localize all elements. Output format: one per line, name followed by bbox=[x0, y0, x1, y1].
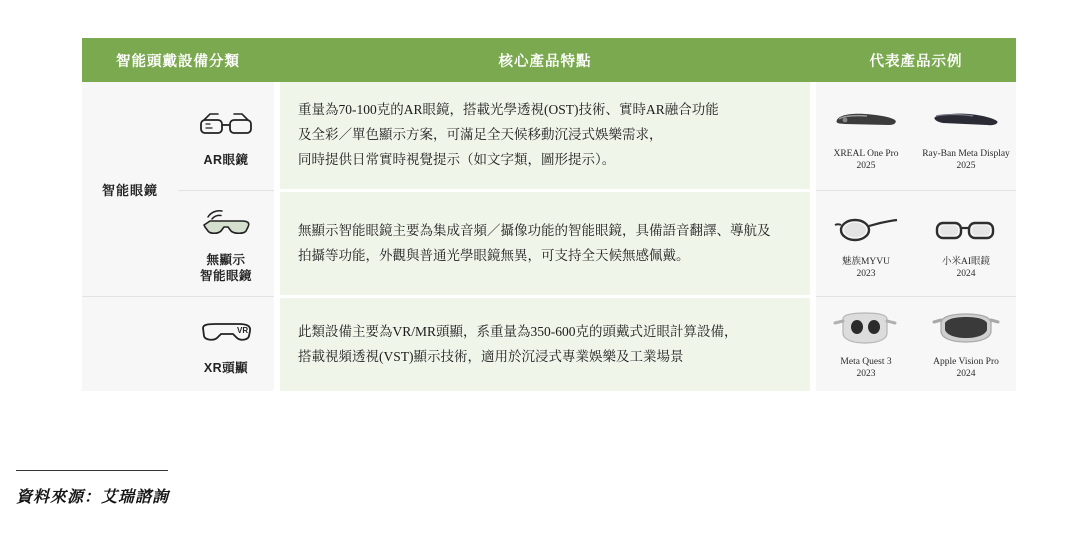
feature-line: 及全彩／單色顯示方案，可滿足全天候移動沉浸式娛樂需求， bbox=[298, 126, 663, 142]
type-label: XR頭顯 bbox=[203, 361, 249, 376]
table-row bbox=[82, 82, 1016, 190]
example-name: 小米AI眼鏡 bbox=[941, 256, 991, 267]
example-year: 2023 bbox=[856, 369, 876, 380]
examples-cell-ar-glasses bbox=[816, 82, 1016, 190]
example-year: 2024 bbox=[956, 268, 976, 279]
example-year: 2025 bbox=[856, 160, 876, 171]
example-year: 2024 bbox=[956, 369, 976, 380]
example-item bbox=[920, 305, 1012, 381]
header-category: 智能頭戴設備分類 bbox=[82, 38, 274, 82]
source-divider bbox=[16, 470, 168, 471]
example-list bbox=[820, 97, 1012, 173]
features-cell-no-display-glasses bbox=[280, 190, 810, 296]
examples-cell-xr-headset bbox=[816, 297, 1016, 391]
features-cell-ar-glasses bbox=[280, 82, 810, 190]
vr-headset-icon bbox=[182, 309, 270, 357]
comparison-table bbox=[82, 38, 1016, 391]
example-name: XREAL One Pro bbox=[833, 149, 899, 160]
type-cell-ar-glasses bbox=[178, 82, 274, 190]
example-year: 2023 bbox=[856, 268, 876, 279]
example-item bbox=[920, 205, 1012, 281]
vr-headset-product-icon bbox=[820, 305, 912, 353]
table-row bbox=[82, 190, 1016, 296]
comparison-table-wrapper bbox=[82, 38, 1010, 391]
table-header-row bbox=[82, 38, 1016, 82]
table-body bbox=[82, 82, 1016, 391]
type-cell-xr-headset bbox=[178, 297, 274, 391]
features-cell-xr-headset bbox=[280, 297, 810, 391]
example-list bbox=[820, 205, 1012, 281]
square-glasses-product-icon bbox=[920, 205, 1012, 253]
header-examples: 代表產品示例 bbox=[816, 38, 1016, 82]
table-header bbox=[82, 38, 1016, 82]
example-year: 2025 bbox=[956, 160, 976, 171]
example-name: Ray-Ban Meta Display bbox=[922, 149, 1010, 160]
ar-glasses-icon bbox=[182, 101, 270, 149]
feature-line: 拍攝等功能，外觀與普通光學眼鏡無異，可支持全天候無感佩戴。 bbox=[298, 247, 690, 263]
example-list bbox=[820, 305, 1012, 381]
example-item bbox=[820, 305, 912, 381]
round-glasses-product-icon bbox=[820, 205, 912, 253]
group-label-empty bbox=[82, 297, 178, 391]
table-row bbox=[82, 297, 1016, 391]
example-item bbox=[920, 97, 1012, 173]
svg-text:VR: VR bbox=[237, 326, 249, 336]
example-item bbox=[820, 97, 912, 173]
sunglasses-product-icon bbox=[920, 97, 1012, 145]
feature-line: 重量為70-100克的AR眼鏡，搭載光學透視(OST)技術、實時AR融合功能 bbox=[298, 102, 719, 117]
type-label: AR眼鏡 bbox=[203, 153, 249, 168]
examples-cell-no-display-glasses bbox=[816, 190, 1016, 296]
feature-line: 搭載視頻透視(VST)顯示技術，適用於沉浸式專業娛樂及工業場景 bbox=[298, 348, 684, 364]
example-item bbox=[820, 205, 912, 281]
group-label-smart-glasses: 智能眼鏡 bbox=[82, 82, 178, 297]
no-display-glasses-icon bbox=[182, 201, 270, 249]
example-name: Apple Vision Pro bbox=[933, 357, 999, 368]
vr-headset-product-icon bbox=[920, 305, 1012, 353]
source-note: 資料來源：艾瑞諮詢 bbox=[16, 489, 170, 506]
feature-line: 無顯示智能眼鏡主要為集成音頻／攝像功能的智能眼鏡，具備語音翻譯、導航及 bbox=[298, 222, 771, 238]
header-features: 核心產品特點 bbox=[280, 38, 810, 82]
type-label: 無顯示 智能眼鏡 bbox=[199, 252, 252, 283]
type-cell-no-display-glasses bbox=[178, 190, 274, 296]
ar-glasses-product-icon bbox=[820, 97, 912, 145]
example-name: Meta Quest 3 bbox=[840, 357, 892, 368]
example-name: 魅族MYVU bbox=[841, 256, 891, 267]
feature-line: 同時提供日常實時視覺提示（如文字類，圖形提示）。 bbox=[298, 151, 616, 167]
feature-line: 此類設備主要為VR/MR頭顯，系重量為350-600克的頭戴式近眼計算設備， bbox=[298, 323, 738, 339]
